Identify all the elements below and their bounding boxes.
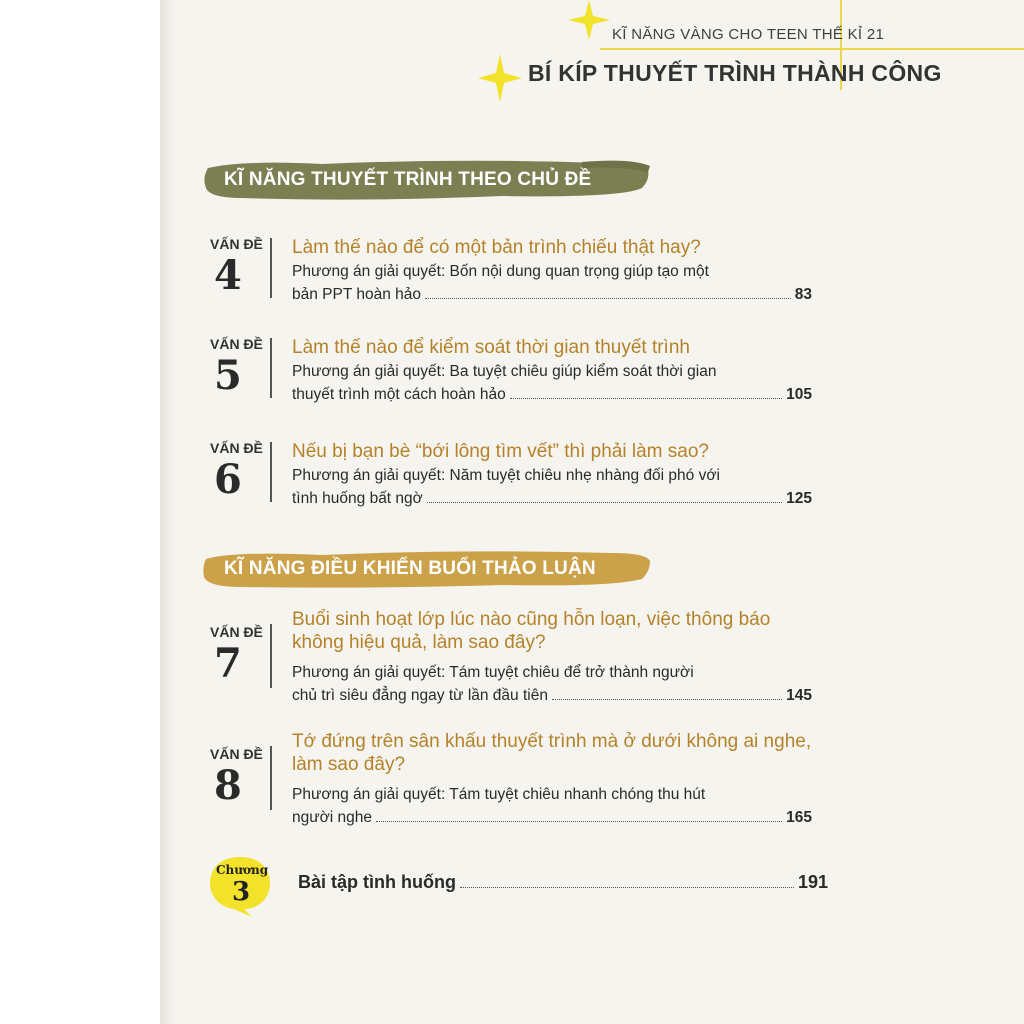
toc-entry[interactable] bbox=[210, 336, 810, 406]
solution-line: Phương án giải quyết: Bốn nội dung quan trọng giúp tạo một bbox=[292, 263, 709, 280]
page-number: 145 bbox=[786, 687, 812, 704]
issue-question: Tớ đứng trên sân khấu thuyết trình mà ở dưới không ai nghe, làm sao đây? bbox=[292, 731, 812, 775]
issue-question: Làm thế nào để kiểm soát thời gian thuyết trình bbox=[292, 337, 690, 358]
solution-line-with-page bbox=[292, 806, 812, 829]
entry-divider bbox=[270, 442, 272, 502]
chapter-label: Chương bbox=[216, 863, 269, 877]
dot-leader bbox=[510, 397, 782, 399]
solution-text: bản PPT hoàn hảo bbox=[292, 286, 421, 303]
solution-line-with-page bbox=[292, 487, 812, 510]
entry-divider bbox=[270, 338, 272, 398]
sparkle-star-icon bbox=[478, 54, 522, 102]
toc-entry[interactable] bbox=[210, 236, 810, 306]
dot-leader bbox=[376, 820, 782, 822]
entry-divider bbox=[270, 624, 272, 688]
toc-entry[interactable] bbox=[210, 730, 810, 826]
solution-text: người nghe bbox=[292, 809, 373, 826]
solution-line: Phương án giải quyết: Ba tuyệt chiêu giúp kiểm soát thời gian bbox=[292, 363, 717, 380]
solution-line: Phương án giải quyết: Tám tuyệt chiêu nhanh chóng thu hút bbox=[292, 786, 706, 803]
issue-tag: VẤN ĐỀ bbox=[210, 336, 263, 352]
section-title: KĨ NĂNG THUYẾT TRÌNH THEO CHỦ ĐỀ bbox=[224, 169, 592, 190]
page-number: 165 bbox=[786, 809, 812, 826]
entry-divider bbox=[270, 746, 272, 810]
dot-leader bbox=[552, 698, 782, 700]
dot-leader bbox=[425, 297, 791, 299]
solution-line: Phương án giải quyết: Tám tuyệt chiêu để trở thành người bbox=[292, 664, 694, 681]
solution-line-with-page bbox=[292, 383, 812, 406]
solution-text: tình huống bất ngờ bbox=[292, 490, 423, 507]
issue-tag: VẤN ĐỀ bbox=[210, 746, 263, 762]
issue-question: Làm thế nào để có một bản trình chiếu thật hay? bbox=[292, 237, 701, 258]
issue-number: 4 bbox=[214, 252, 242, 299]
chapter-number: 3 bbox=[232, 877, 251, 907]
chapter-entry[interactable] bbox=[298, 872, 828, 893]
toc-entry[interactable] bbox=[210, 608, 810, 704]
solution-line-with-page bbox=[292, 283, 812, 306]
issue-tag: VẤN ĐỀ bbox=[210, 236, 263, 252]
page-number: 105 bbox=[786, 386, 812, 403]
issue-tag: VẤN ĐỀ bbox=[210, 624, 263, 640]
chapter-badge bbox=[208, 855, 272, 913]
solution-text: chủ trì siêu đẳng ngay từ lần đầu tiên bbox=[292, 687, 548, 704]
page-number: 191 bbox=[797, 872, 828, 892]
sparkle-star-icon bbox=[568, 0, 610, 40]
section-banner bbox=[202, 547, 652, 591]
issue-question: Nếu bị bạn bè “bới lông tìm vết” thì phải làm sao? bbox=[292, 441, 709, 462]
issue-number: 5 bbox=[214, 352, 242, 399]
dot-leader bbox=[427, 501, 782, 503]
solution-line: Phương án giải quyết: Năm tuyệt chiêu nhẹ nhàng đối phó với bbox=[292, 467, 720, 484]
section-title: KĨ NĂNG ĐIỀU KHIỂN BUỔI THẢO LUẬN bbox=[224, 558, 596, 579]
issue-number: 8 bbox=[214, 762, 242, 809]
page-number: 83 bbox=[794, 286, 812, 303]
entry-divider bbox=[270, 238, 272, 298]
book-title: BÍ KÍP THUYẾT TRÌNH THÀNH CÔNG bbox=[528, 60, 942, 86]
issue-number: 7 bbox=[214, 640, 242, 687]
page-number: 125 bbox=[786, 490, 812, 507]
toc-entry[interactable] bbox=[210, 440, 810, 510]
dot-leader bbox=[460, 886, 794, 888]
book-page bbox=[160, 0, 1024, 1024]
issue-tag: VẤN ĐỀ bbox=[210, 440, 263, 456]
series-title: KĨ NĂNG VÀNG CHO TEEN THẾ KỈ 21 bbox=[612, 26, 885, 43]
issue-question: Buổi sinh hoạt lớp lúc nào cũng hỗn loạn, việc thông báo không hiệu quả, làm sao đây? bbox=[292, 609, 771, 653]
header-rule bbox=[600, 48, 1024, 50]
issue-number: 6 bbox=[214, 456, 242, 503]
chapter-title: Bài tập tình huống bbox=[298, 872, 456, 892]
solution-line-with-page bbox=[292, 684, 812, 707]
section-banner bbox=[202, 158, 652, 202]
solution-text: thuyết trình một cách hoàn hảo bbox=[292, 386, 506, 403]
